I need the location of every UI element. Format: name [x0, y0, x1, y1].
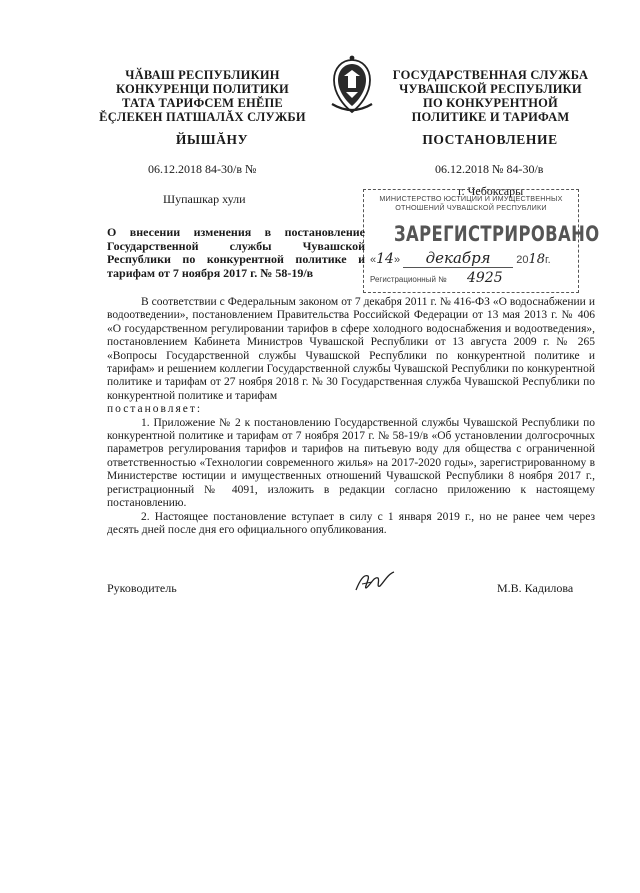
left-date-number: 06.12.2018 84-30/в №	[148, 162, 257, 176]
right-header-line: ПОЛИТИКЕ И ТАРИФАМ	[411, 110, 570, 124]
right-header-line: ПО КОНКУРЕНТНОЙ	[423, 96, 558, 110]
left-header-line: ЧӐВАШ РЕСПУБЛИКИН	[125, 68, 280, 82]
stamp-line: ОТНОШЕНИЙ ЧУВАШСКОЙ РЕСПУБЛИКИ	[395, 203, 547, 212]
document-body	[107, 296, 595, 537]
body-preamble: В соответствии с Федеральным законом от 7 декабря 2011 г. № 416-ФЗ «О водоснабжении и водоотведении», постановлением Правительства Российской Федерации от 13 мая 2013 г. № 406 «О государственном регулировании тарифов в сфере холодного водоснабжения и водоотведения», постановлением Кабинета Министров Чувашской Республики от 13 августа 2009 г. № 265 «Вопросы Государственной службы Чувашской Республики по конкурентной политике и тарифам» и решением коллегии Государственной службы Чувашской Республики по конкурентной политике и тарифам от 27 ноября 2018 г. № 30 Государственная служба Чувашской Республики по конкурентной политике и тарифам	[107, 296, 595, 402]
stamp-day: 14	[376, 251, 394, 267]
stamp-year: 18	[528, 252, 545, 267]
signer-name: М.В. Кадилова	[497, 581, 574, 595]
left-doc-kind: ЙЫШĂНУ	[175, 132, 249, 147]
stamp-registered-text: ЗАРЕГИСТРИРОВАНО	[394, 222, 600, 246]
signer-position: Руководитель	[107, 581, 177, 595]
stamp-year-prefix: 20	[516, 254, 529, 266]
right-doc-kind: ПОСТАНОВЛЕНИЕ	[422, 132, 558, 147]
stamp-line: МИНИСТЕРСТВО ЮСТИЦИИ И ИМУЩЕСТВЕННЫХ	[379, 194, 563, 203]
stamp-month: декабря	[403, 249, 513, 268]
right-place: г. Чебоксары	[458, 184, 524, 198]
right-header	[383, 68, 598, 124]
stamp-reg-label: Регистрационный №	[370, 275, 447, 284]
document-title: О внесении изменения в постановление Государственной службы Чувашской Республики по конкурентной политике и тарифам от 7 ноября 2017 г. № 58-19/в	[107, 225, 365, 280]
body-item-1: 1. Приложение № 2 к постановлению Государственной службы Чувашской Республики по конкурентной политике и тарифам от 7 ноября 2017 г. № 58-19/в «Об установлении долгосрочных параметров регулирования тарифов и тарифов на питьевую воду для общества с ограниченной ответственностью «Технологии современного жилья» на 2017-2020 годы», зарегистрированному в Министерстве юстиции и имущественных отношений Чувашской Республики 8 ноября 2017 г., регистрационный № 4091, изложить в редакции согласно приложению к настоящему постановлению.	[107, 416, 595, 510]
body-resolves: постановляет:	[107, 403, 203, 416]
handwritten-signature	[352, 566, 398, 596]
right-header-line: ГОСУДАРСТВЕННАЯ СЛУЖБА	[392, 68, 589, 82]
right-date-number: 06.12.2018 № 84-30/в	[435, 162, 544, 176]
body-item-2: 2. Настоящее постановление вступает в силу с 1 января 2019 г., но не ранее чем через десять дней после дня его официального опубликования.	[107, 510, 595, 536]
left-header-line: ĔÇЛЕКЕН ПАТШАЛĂХ СЛУЖБИ	[99, 110, 306, 124]
left-header-line: ТАТА ТАРИФСЕМ ЕНĔПЕ	[122, 96, 283, 110]
stamp-date: «14» декабря 2018г.	[370, 249, 551, 267]
registration-stamp	[363, 189, 600, 293]
stamp-ministry	[368, 194, 574, 212]
left-header	[95, 68, 310, 124]
left-place: Шупашкар хули	[163, 192, 246, 206]
left-header-line: КОНКУРЕНЦИ ПОЛИТИКИ	[116, 82, 289, 96]
stamp-registration	[370, 270, 576, 286]
right-header-line: ЧУВАШСКОЙ РЕСПУБЛИКИ	[399, 82, 582, 96]
stamp-reg-number: 4925	[466, 270, 503, 286]
emblem-icon	[326, 54, 378, 118]
